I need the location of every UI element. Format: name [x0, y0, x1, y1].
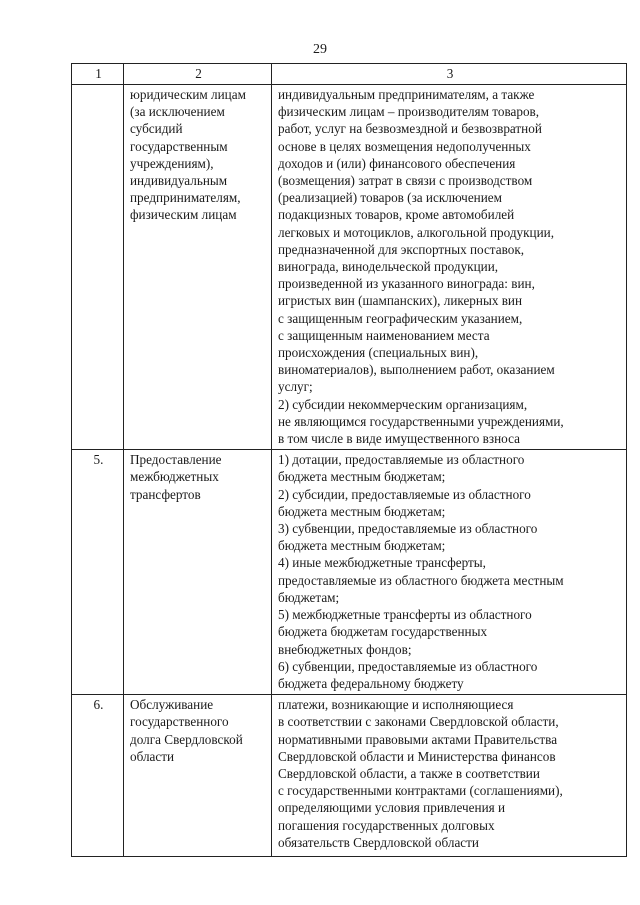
text-line: работ, услуг на безвозмездной и безвозвратной — [278, 121, 542, 137]
text-line: подакцизных товаров, кроме автомобилей — [278, 207, 515, 223]
text-line: игристых вин (шампанских), ликерных вин — [278, 293, 523, 309]
text-line: бюджетам; — [278, 589, 340, 605]
text-line: (реализацией) товаров (за исключением — [278, 190, 502, 206]
text-line: погашения государственных долговых — [278, 817, 495, 833]
text-line: предпринимателям, — [130, 190, 241, 206]
text-line: физическим лицам — [130, 207, 237, 223]
text-line: долга Свердловской — [130, 731, 243, 747]
text-line: 6) субвенции, предоставляемые из областного — [278, 658, 538, 674]
text-line: произведенной из указанного винограда: вин, — [278, 276, 535, 292]
text-line: основе в целях возмещения недополученных — [278, 138, 531, 154]
text-line: легковых и мотоциклов, алкогольной продукции, — [278, 224, 554, 240]
text-line: трансфертов — [130, 486, 201, 502]
table-row-5 — [72, 450, 627, 695]
row-description — [272, 85, 627, 450]
text-line: определяющими условия привлечения и — [278, 800, 506, 816]
text-line: межбюджетных — [130, 469, 219, 485]
text-line: доходов и (или) финансового обеспечения — [278, 155, 516, 171]
text-line: виноматериалов), выполнением работ, оказанием — [278, 362, 555, 378]
row-number: 6. — [72, 695, 124, 857]
text-line: с государственными контрактами (соглашениями), — [278, 783, 563, 799]
text-line: Свердловской области, а также в соответствии — [278, 765, 540, 781]
budget-expenditure-table — [71, 63, 627, 857]
row-name — [124, 695, 272, 857]
text-line: бюджета местным бюджетам; — [278, 503, 446, 519]
text-line: бюджета местным бюджетам; — [278, 469, 446, 485]
text-line: 2) субсидии некоммерческим организациям, — [278, 396, 528, 412]
text-line: учреждениям), — [130, 155, 214, 171]
text-line: услуг; — [278, 379, 313, 395]
page-number: 29 — [313, 42, 327, 57]
text-line: юридическим лицам — [130, 87, 246, 102]
text-line: с защищенным географическим указанием, — [278, 310, 523, 326]
text-line: внебюджетных фондов; — [278, 641, 412, 657]
text-line: бюджета федеральному бюджету — [278, 675, 464, 691]
text-line: государственного — [130, 714, 229, 730]
text-line: нормативными правовыми актами Правительства — [278, 731, 558, 747]
text-line: 5) межбюджетные трансферты из областного — [278, 607, 532, 623]
text-line: 1) дотации, предоставляемые из областного — [278, 452, 525, 468]
row-number — [72, 85, 124, 450]
text-line: (возмещения) затрат в связи с производством — [278, 173, 533, 189]
text-line: происхождения (специальных вин), — [278, 345, 479, 361]
header-cell-3: 3 — [272, 64, 627, 85]
text-line: Обслуживание — [130, 697, 214, 713]
text-line: предназначенной для экспортных поставок, — [278, 241, 525, 257]
text-line: в соответствии с законами Свердловской области, — [278, 714, 559, 730]
text-line: субсидий — [130, 121, 183, 137]
text-line: 2) субсидии, предоставляемые из областного — [278, 486, 531, 502]
text-line: в том числе в виде имущественного взноса — [278, 431, 520, 447]
row-name — [124, 85, 272, 450]
row-description — [272, 695, 627, 857]
text-line: предоставляемые из областного бюджета местным — [278, 572, 564, 588]
text-line: государственным — [130, 138, 228, 154]
text-line: индивидуальным — [130, 173, 228, 189]
row-number: 5. — [72, 450, 124, 695]
text-line: Свердловской области и Министерства финансов — [278, 748, 556, 764]
text-line: обязательств Свердловской области — [278, 834, 479, 850]
text-line: винограда, винодельческой продукции, — [278, 259, 499, 275]
table-row-continuation — [72, 85, 627, 450]
header-cell-2: 2 — [124, 64, 272, 85]
text-line: физическим лицам – производителям товаров, — [278, 104, 540, 120]
table-header-row — [72, 64, 627, 85]
row-name — [124, 450, 272, 695]
row-description — [272, 450, 627, 695]
text-line: платежи, возникающие и исполняющиеся — [278, 697, 514, 713]
text-line: 3) субвенции, предоставляемые из областного — [278, 521, 538, 537]
text-line: Предоставление — [130, 452, 222, 468]
text-line: области — [130, 748, 175, 764]
text-line: с защищенным наименованием места — [278, 327, 490, 343]
header-cell-1: 1 — [72, 64, 124, 85]
text-line: 4) иные межбюджетные трансферты, — [278, 555, 486, 571]
table-row-6 — [72, 695, 627, 857]
text-line: бюджета местным бюджетам; — [278, 538, 446, 554]
text-line: индивидуальным предпринимателям, а также — [278, 87, 535, 102]
text-line: не являющимся государственными учреждениями, — [278, 413, 564, 429]
text-line: бюджета бюджетам государственных — [278, 624, 488, 640]
text-line: (за исключением — [130, 104, 225, 120]
